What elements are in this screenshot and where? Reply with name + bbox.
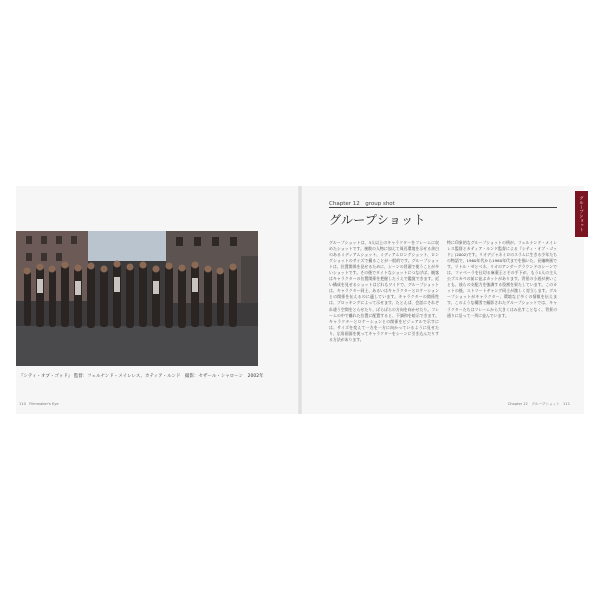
left-page-footer	[19, 402, 59, 406]
photo-caption: 『シティ・オブ・ゴッド』 監督：フェルナンド・メイレレス、カティア・ルンド 撮影：セザール・シャローン 2002年	[19, 374, 264, 379]
chapter-label: Chapter 12 group shot	[329, 201, 395, 207]
book-spread	[16, 186, 584, 414]
film-still-photo	[16, 231, 258, 366]
left-page-number: 110	[19, 402, 26, 406]
page-heading: グループショット	[329, 213, 426, 227]
right-page	[300, 186, 584, 414]
body-column-1	[329, 240, 439, 343]
group-photo-illustration	[16, 231, 258, 366]
right-page-number: 111	[563, 402, 570, 406]
body-text-2: 特に印象的なグループショットの例が、フェルナンド・メイレレス監督とカティア・ルンド監督による『シティ・オブ・ゴッド』(2002)です。リオデジャネイロのスラムに生きる少年たちの物語で、1960年代から1980年代までを描いた、長編映画です。リトル・ゼとベネ、リオのアンダーグラウンドのシーンでは、ファベーラを仕切る麻薬王とその手下が、もう1人の主人公ブスカペの前に並ぶカットがあります。背景の小道が狭いことも、彼らの支配力を強調する役割を果たしています。このカットの後、ストリートギャング同士が激しく対立します。グループショットがキャラクター、環境など多くの情報を伝えます。このような構図で撮影されたグループショットでは、キャラクターたちはフレームから大きくはみ出すことなく、背景の通りに沿って一列に並んでいます。	[447, 240, 557, 318]
body-text-1: グループショットは、3人以上のキャラクターをフレームに収めたショットです。複数の人物に加えて周辺環境を示せる余白のあるミディアムショット、ミディアムロングショット、ロングショットのサイズで撮ることが一般的です。グループショットは、位置関係を見せるために、シーンの冒頭で使うことが多いショットです。その後でタイトなショットにつなげば、観客はキャラクターの位置関係を把握したうえで鑑賞できます。近い構成を見せるショットはどれもワイドで、グループショットは、キャラクター同士、あるいはキャラクターとロケーションとの関係を伝えるのに適しています。キャラクターの関係性は、ブロッキングによって示せます。たとえば、会話にそれぞれ違う空間をとらせたり、ばらばらの方向を向かせたり。フレームの中で離れた位置に配置すると、不調和を暗示できます。キャラクターとロケーションとの関係をビジュアルで示すには、サイズを変えて一方を一方に向かっているように見せたり、広角画面を使ってキャラクターをシーンに引き込んだりする方法があります。	[329, 240, 439, 342]
body-column-2	[447, 240, 557, 319]
right-page-chapter: Chapter 12 グループショット	[507, 402, 560, 406]
chapter-tab: グループショット	[575, 191, 588, 237]
right-page-footer	[508, 402, 570, 407]
left-page-book-title: Filmmaker's Eye	[29, 402, 59, 406]
chapter-rule	[329, 207, 557, 208]
left-page	[16, 186, 300, 414]
